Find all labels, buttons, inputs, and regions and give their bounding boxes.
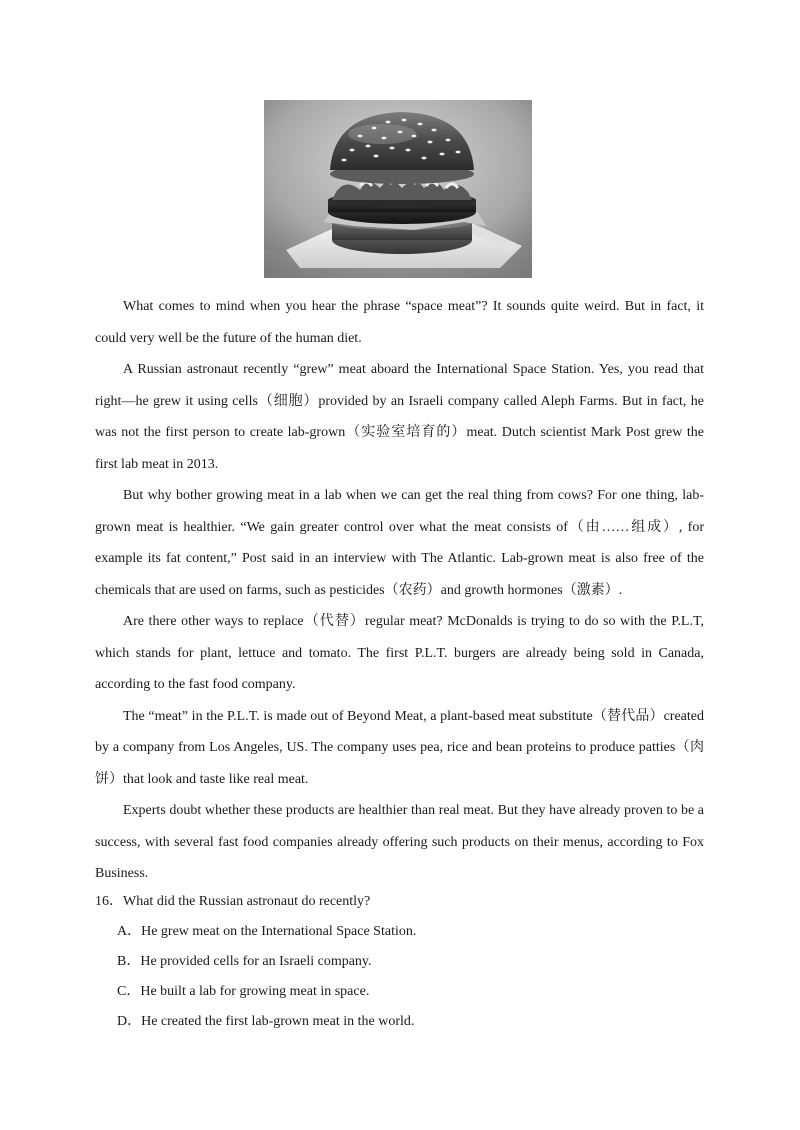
answer-option-d: D．He created the first lab-grown meat in the world.: [117, 1014, 415, 1029]
passage-paragraph: What comes to mind when you hear the phrase “space meat”? It sounds quite weird. But in fact, it could very well be the future of the human diet.: [95, 299, 704, 346]
answer-option-a: A．He grew meat on the International Space Station.: [117, 924, 417, 939]
passage-paragraph: The “meat” in the P.L.T. is made out of Beyond Meat, a plant-based meat substitute（替代品）created by a company from Los Angeles, US. The company uses pea, rice and bean proteins to produce patties（肉饼）that look and taste like real meat.: [95, 708, 704, 787]
passage-paragraph: Experts doubt whether these products are healthier than real meat. But they have already proven to be a success, with several fast food companies already offering such products on their menus, according to Fox Business.: [95, 803, 704, 881]
passage-paragraph: Are there other ways to replace（代替）regular meat? McDonalds is trying to do so with the P.L.T, which stands for plant, lettuce and tomato. The first P.L.T. burgers are already being sold in Canada, according to the fast food company.: [95, 614, 704, 692]
passage-paragraph: A Russian astronaut recently “grew” meat aboard the International Space Station. Yes, you read that right—he grew it using cells（细胞）provided by an Israeli company called Aleph Farms. But in fact, he was not the first person to create lab-grown（实验室培育的）meat. Dutch scientist Mark Post grew the first lab meat in 2013.: [95, 362, 704, 472]
burger-illustration: [264, 100, 532, 278]
answer-option-c: C．He built a lab for growing meat in space.: [117, 984, 370, 999]
question-block: [95, 887, 704, 1037]
answer-option-b: B．He provided cells for an Israeli company.: [117, 954, 372, 969]
question-stem: 16．What did the Russian astronaut do recently?: [95, 894, 371, 909]
reading-passage: [95, 291, 704, 890]
passage-paragraph: But why bother growing meat in a lab when we can get the real thing from cows? For one thing, lab-grown meat is healthier. “We gain greater control over what the meat consists of（由……组成）, for example its fat content,” Post said in an interview with The Atlantic. Lab-grown meat is also free of the chemicals that are used on farms, such as pesticides（农药）and growth hormones（激素）.: [95, 488, 704, 598]
burger-photo: [264, 100, 532, 278]
